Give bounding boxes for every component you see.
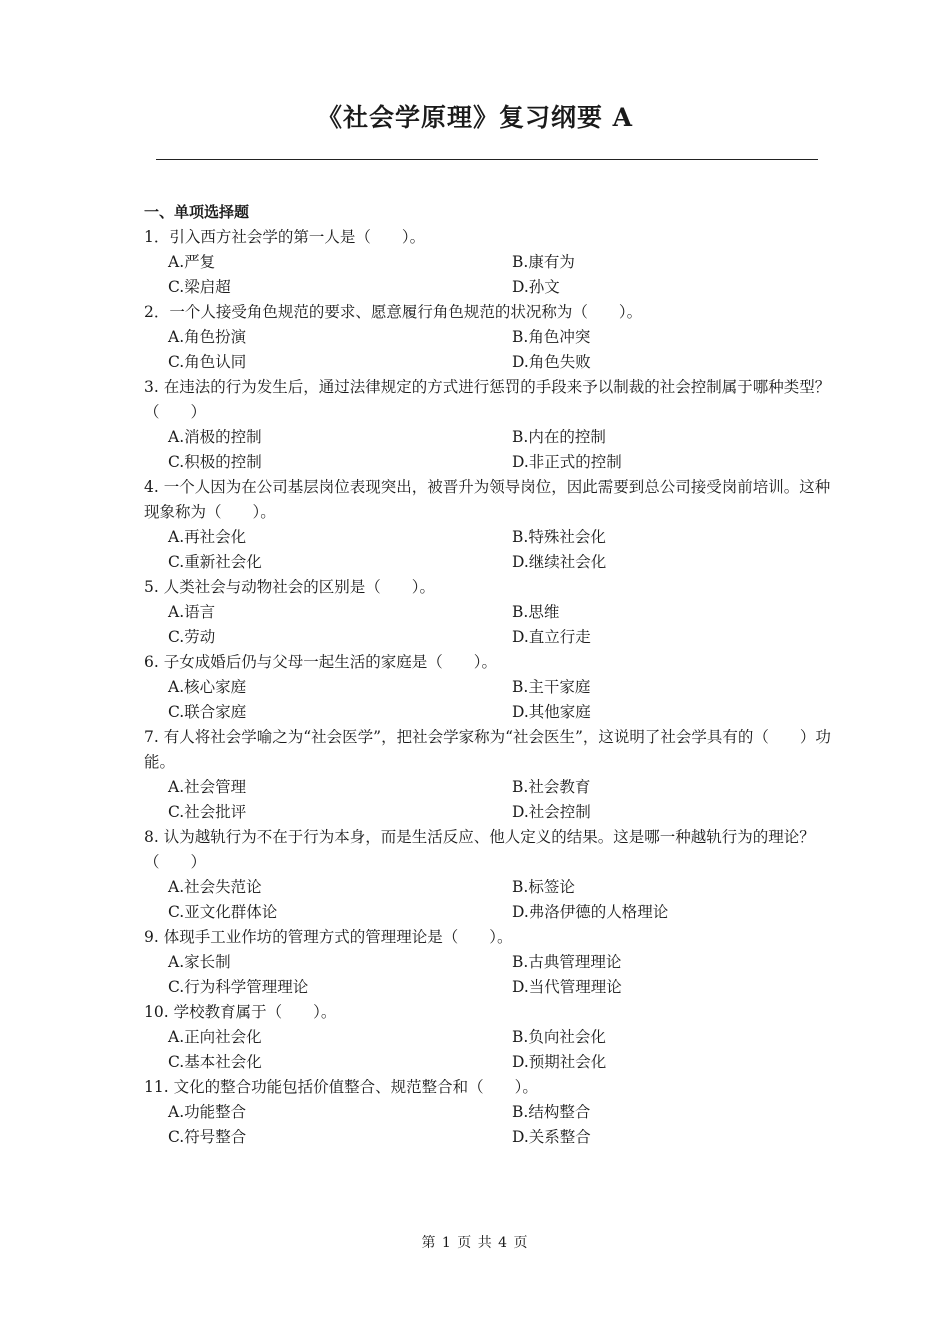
answer-option: B.康有为	[512, 253, 575, 271]
answer-option: D.其他家庭	[512, 703, 591, 721]
answer-option: C.符号整合	[168, 1128, 247, 1146]
answer-option: B.负向社会化	[512, 1028, 606, 1046]
answer-option: B.结构整合	[512, 1103, 591, 1121]
question-stem: 2．一个人接受角色规范的要求、愿意履行角色规范的状况称为（ ）。	[144, 303, 643, 321]
question-stem: 11. 文化的整合功能包括价值整合、规范整合和（ ）。	[144, 1078, 538, 1096]
question-section	[144, 200, 834, 1150]
question-stem: 6. 子女成婚后仍与父母一起生活的家庭是（ ）。	[144, 653, 497, 671]
question-list	[144, 225, 834, 1150]
question-stem: 10. 学校教育属于（ ）。	[144, 1003, 337, 1021]
answer-option: C.亚文化群体论	[168, 903, 278, 921]
answer-option: C.劳动	[168, 628, 216, 646]
question-item	[144, 650, 834, 725]
question-item	[144, 1075, 834, 1150]
option-row	[144, 975, 834, 1000]
question-item	[144, 225, 834, 300]
answer-option: D.直立行走	[512, 628, 591, 646]
option-row	[144, 525, 834, 550]
answer-option: D.角色失败	[512, 353, 591, 371]
option-row	[144, 1050, 834, 1075]
answer-option: C.联合家庭	[168, 703, 247, 721]
question-stem: 4. 一个人因为在公司基层岗位表现突出，被晋升为领导岗位，因此需要到总公司接受岗前培训。这种现象称为（ ）。	[144, 478, 831, 521]
question-stem: 9. 体现手工业作坊的管理方式的管理理论是（ ）。	[144, 928, 513, 946]
answer-option: D.预期社会化	[512, 1053, 607, 1071]
option-row	[144, 550, 834, 575]
option-row	[144, 450, 834, 475]
title-divider	[156, 159, 818, 160]
answer-option: A.家长制	[168, 953, 231, 971]
option-row	[144, 700, 834, 725]
option-row	[144, 1025, 834, 1050]
answer-option: D.非正式的控制	[512, 453, 622, 471]
option-row	[144, 275, 834, 300]
answer-option: C.基本社会化	[168, 1053, 262, 1071]
answer-option: D.当代管理理论	[512, 978, 622, 996]
answer-option: B.思维	[512, 603, 560, 621]
option-row	[144, 1100, 834, 1125]
question-stem: 8. 认为越轨行为不在于行为本身，而是生活反应、他人定义的结果。这是哪一种越轨行为的理论？（ ）	[144, 828, 815, 871]
answer-option: D.孙文	[512, 278, 560, 296]
option-row	[144, 625, 834, 650]
question-item	[144, 1000, 834, 1075]
answer-option: C.角色认同	[168, 353, 247, 371]
answer-option: A.功能整合	[168, 1103, 247, 1121]
answer-option: A.核心家庭	[168, 678, 247, 696]
answer-option: D.继续社会化	[512, 553, 607, 571]
question-stem: 1．引入西方社会学的第一人是（ ）。	[144, 228, 426, 246]
question-stem: 3. 在违法的行为发生后，通过法律规定的方式进行惩罚的手段来予以制裁的社会控制属于哪种类型？（ ）	[144, 378, 831, 421]
answer-option: A.消极的控制	[168, 428, 262, 446]
option-row	[144, 900, 834, 925]
answer-option: B.标签论	[512, 878, 575, 896]
answer-option: A.语言	[168, 603, 216, 621]
question-item	[144, 475, 834, 575]
option-row	[144, 875, 834, 900]
question-item	[144, 925, 834, 1000]
answer-option: D.关系整合	[512, 1128, 591, 1146]
page-title: 《社会学原理》复习纲要 A	[316, 103, 634, 132]
question-item	[144, 825, 834, 925]
option-row	[144, 775, 834, 800]
page-footer: 第 1 页 共 4 页	[421, 1235, 529, 1251]
question-item	[144, 575, 834, 650]
answer-option: A.角色扮演	[168, 328, 247, 346]
option-row	[144, 1125, 834, 1150]
option-row	[144, 800, 834, 825]
option-row	[144, 350, 834, 375]
answer-option: B.古典管理理论	[512, 953, 622, 971]
answer-option: A.社会失范论	[168, 878, 262, 896]
answer-option: A.正向社会化	[168, 1028, 262, 1046]
answer-option: A.严复	[168, 253, 216, 271]
question-item	[144, 300, 834, 375]
question-stem: 7. 有人将社会学喻之为“社会医学”，把社会学家称为“社会医生”，这说明了社会学具有的（ ）功能。	[144, 728, 831, 771]
answer-option: C.积极的控制	[168, 453, 262, 471]
answer-option: B.特殊社会化	[512, 528, 606, 546]
option-row	[144, 250, 834, 275]
option-row	[144, 425, 834, 450]
answer-option: D.社会控制	[512, 803, 591, 821]
answer-option: B.角色冲突	[512, 328, 591, 346]
option-row	[144, 600, 834, 625]
answer-option: C.社会批评	[168, 803, 247, 821]
answer-option: C.重新社会化	[168, 553, 262, 571]
question-stem: 5. 人类社会与动物社会的区别是（ ）。	[144, 578, 435, 596]
answer-option: B.内在的控制	[512, 428, 606, 446]
option-row	[144, 675, 834, 700]
answer-option: D.弗洛伊德的人格理论	[512, 903, 669, 921]
option-row	[144, 950, 834, 975]
section-heading: 一、单项选择题	[144, 203, 250, 221]
answer-option: C.梁启超	[168, 278, 231, 296]
answer-option: A.社会管理	[168, 778, 247, 796]
answer-option: B.主干家庭	[512, 678, 591, 696]
question-item	[144, 375, 834, 475]
option-row	[144, 325, 834, 350]
answer-option: B.社会教育	[512, 778, 591, 796]
answer-option: C.行为科学管理理论	[168, 978, 309, 996]
answer-option: A.再社会化	[168, 528, 247, 546]
question-item	[144, 725, 834, 825]
